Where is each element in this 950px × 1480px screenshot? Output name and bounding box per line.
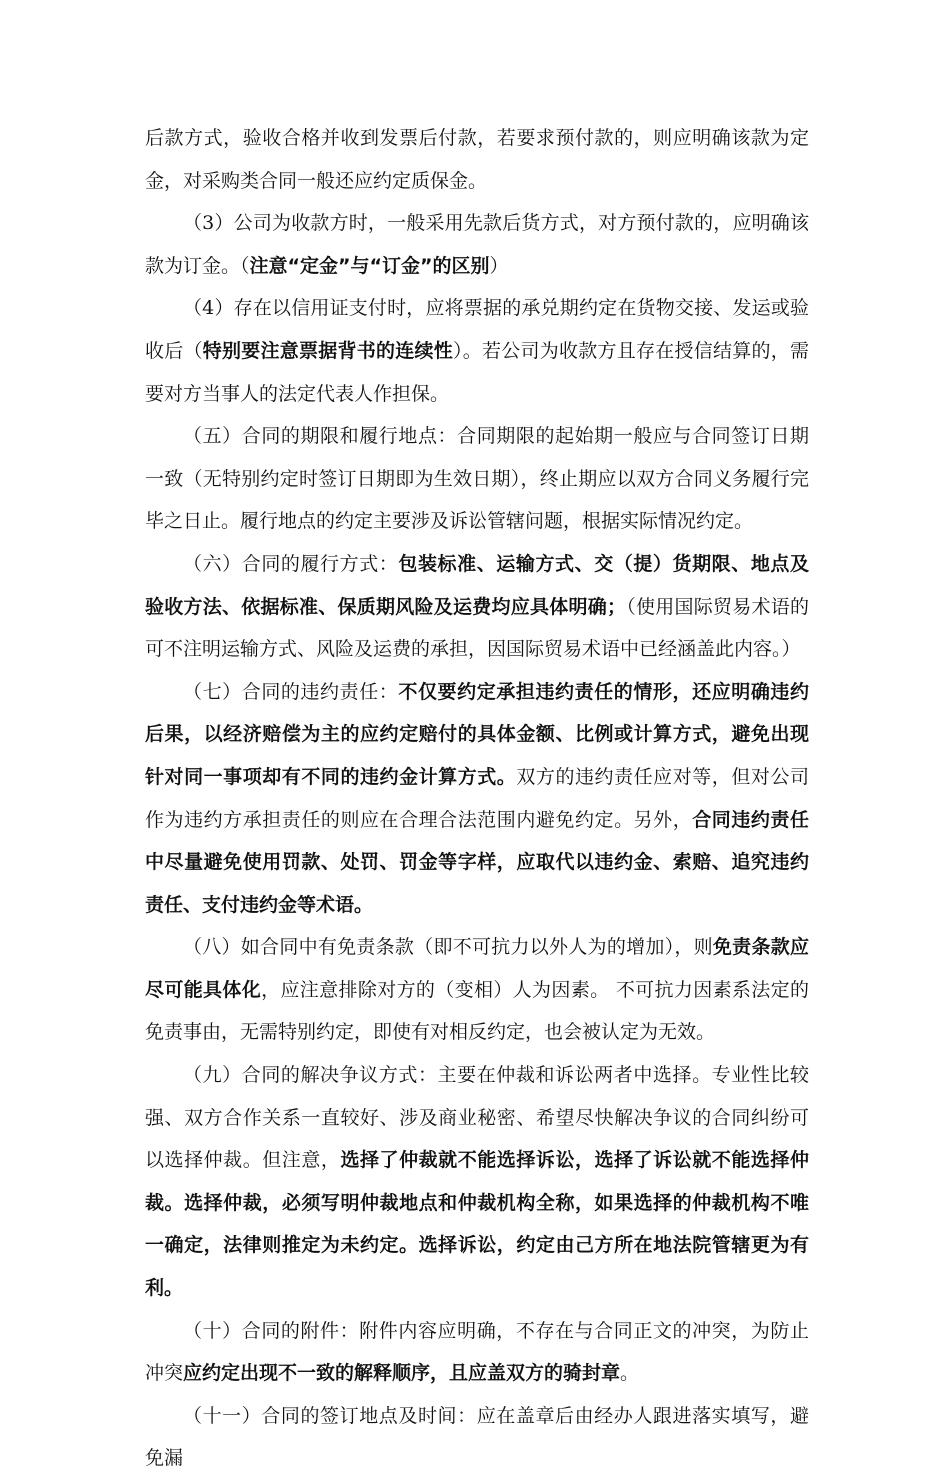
paragraph-dispute-resolution — [145, 1054, 809, 1310]
paragraph-signing-place-time — [145, 1395, 809, 1480]
text-run: ）。若公司为收款方且存在授信结算的，需要对方当事人的法定代表人作担保。 — [145, 339, 809, 405]
text-run: （八）如合同中有免责条款（即不可抗力以外人为的增加），则 — [183, 936, 713, 959]
text-run: 后款方式，验收合格并收到发票后付款，若要求预付款的，则应明确该款为定金，对采购类合同一般还应约定质保金。 — [145, 127, 809, 192]
bold-text-run: 特别要注意票据背书的连续性 — [202, 339, 453, 362]
paragraph-exemption-clause — [145, 926, 809, 1054]
paragraph-term-and-place — [145, 415, 809, 543]
paragraph-performance-method — [145, 543, 809, 671]
bold-text-run: 合同违约责任中尽量避免使用罚款、处罚、罚金等字样，应取代以违约金、索赔、追究违约责任、支付违约金等术语。 — [145, 808, 809, 916]
paragraph-payment-terms-continued — [145, 117, 809, 202]
paragraph-receivable-advance — [145, 202, 809, 287]
text-run: （十）合同的附件：附件内容应明确，不存在与合同正文的冲突，为防止冲突 — [145, 1319, 809, 1385]
bold-text-run: 应约定出现不一致的解释顺序，且应盖双方的骑封章 — [183, 1362, 621, 1385]
text-run: （使用国际贸易术语的可不注明运输方式、风险及运费的承担，因国际贸易术语中已经涵盖此内容。） — [145, 595, 809, 661]
bold-text-run: 包装标准、运输方式、交（提）货期限、地点及验收方法、依据标准、保质期风险及运费均应具体明确； — [145, 552, 809, 618]
bold-text-run: 选择了仲裁就不能选择诉讼，选择了诉讼就不能选择仲裁。选择仲裁，必须写明仲裁地点和仲裁机构全称，如果选择的仲裁机构不唯一确定，法律则推定为未约定。选择诉讼，约定由己方所在地法院管辖更为有利。 — [145, 1149, 809, 1300]
bold-text-run: 免责条款应尽可能具体化 — [145, 936, 809, 1001]
document-page — [145, 117, 809, 1480]
paragraph-breach-liability — [145, 671, 809, 927]
text-run: （十一）合同的签订地点及时间：应在盖章后由经办人跟进落实填写，避免漏 — [145, 1404, 809, 1470]
bold-text-run: 不仅要约定承担违约责任的情形，还应明确违约后果，以经济赔偿为主的应约定赔付的具体金额、比例或计算方式，避免出现针对同一事项却有不同的违约金计算方式。 — [145, 680, 809, 788]
text-run: （六）合同的履行方式： — [183, 552, 399, 575]
text-run: ，应注意排除对方的（变相）人为因素。 不可抗力因素系法定的免责事由，无需特别约定，即使有对相反约定，也会被认定为无效。 — [145, 978, 809, 1044]
paragraph-attachments — [145, 1310, 809, 1395]
text-run: （九）合同的解决争议方式：主要在仲裁和诉讼两者中选择。专业性比较强、双方合作关系一直较好、涉及商业秘密、希望尽快解决争议的合同纠纷可以选择仲裁。但注意， — [145, 1064, 809, 1172]
paragraph-letter-of-credit — [145, 287, 809, 415]
text-run: （七）合同的违约责任： — [183, 680, 399, 703]
text-run: （4）存在以信用证支付时，应将票据的承兑期约定在货物交接、发运或验收后（ — [145, 297, 809, 362]
bold-text-run: 注意“定金”与“订金”的区别 — [249, 254, 490, 277]
text-run: （五）合同的期限和履行地点：合同期限的起始期一般应与合同签订日期一致（无特别约定时签订日期即为生效日期），终止期应以双方合同义务履行完毕之日止。履行地点的约定主要涉及诉讼管辖问题，根据实际情况约定。 — [145, 425, 809, 533]
text-run: 。 — [620, 1362, 640, 1385]
text-run: （3）公司为收款方时，一般采用先款后货方式，对方预付款的，应明确该款为订金。（ — [145, 212, 809, 277]
text-run: ） — [489, 254, 509, 277]
text-run: 双方的违约责任应对等，但对公司作为违约方承担责任的则应在合理合法范围内避免约定。另外， — [145, 765, 809, 831]
